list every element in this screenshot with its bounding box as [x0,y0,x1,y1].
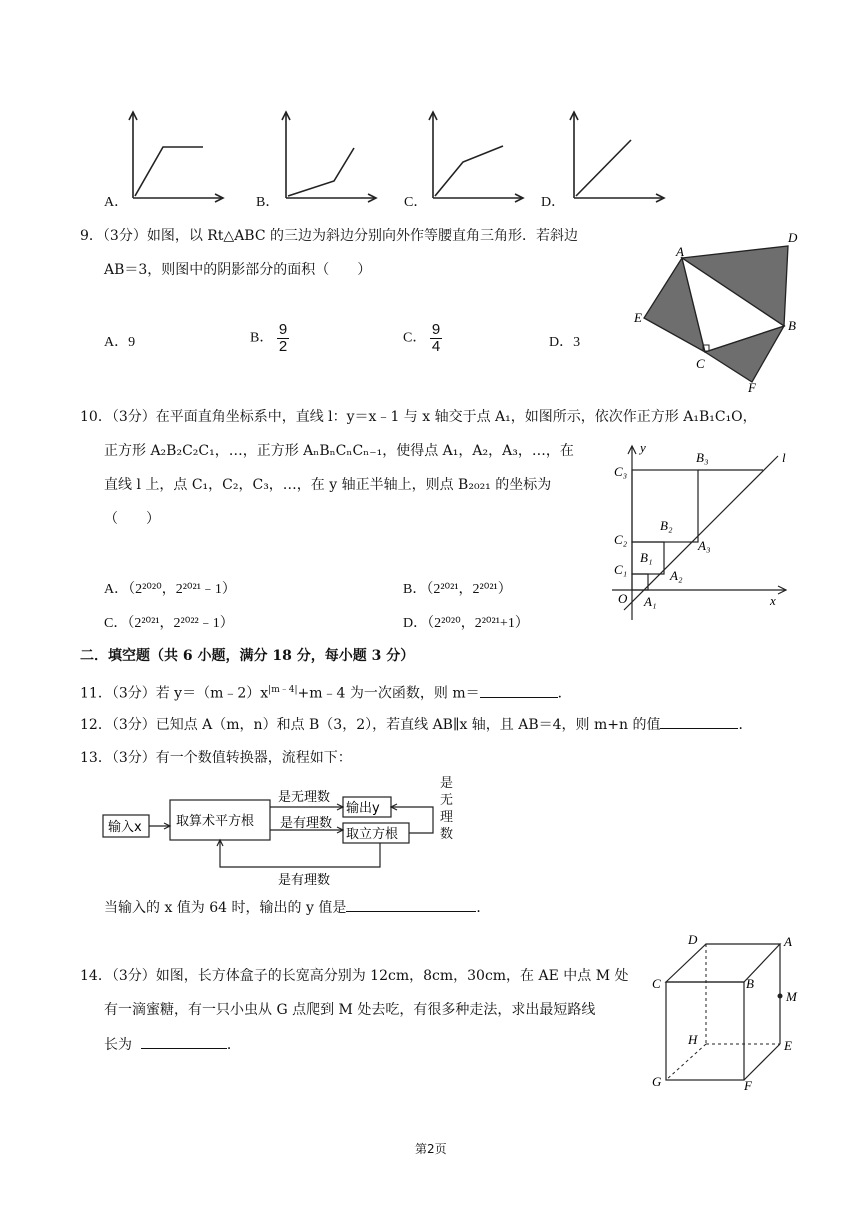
q14-answer-blank[interactable] [141,1034,227,1049]
q9-option-c-fraction [430,322,442,355]
q13-flow-vertical-label: 是无理数 [440,776,454,842]
q13-stem: 13．（3分）有一个数值转换器，流程如下： [80,750,352,766]
q13-flow-output: 输出y [346,801,380,816]
q14-label-e: E [784,1038,792,1053]
q13-flowchart [100,775,480,895]
q10-stem-line3: 直线 l 上，点 C₁，C₂，C₃，…，在 y 轴正半轴上，则点 B₂₀₂₁ 的坐标为 [104,477,552,493]
q9-stem-line1: 9．（3分）如图，以 Rt△ABC 的三边为斜边分别向外作等腰直角三角形．若斜边 [80,228,579,244]
q11-answer-blank[interactable] [480,683,558,698]
q9-label-e: E [634,310,642,325]
q9-label-b: B [788,318,796,333]
q14-label-h: H [688,1032,698,1047]
q12-text-end: ． [738,717,753,733]
q10-label-a3: A₃ [698,538,711,553]
q13-flow-sqrt: 取算术平方根 [176,814,255,829]
q10-stem-line2: 正方形 A₂B₂C₂C₁，…，正方形 AₙBₙCₙCₙ₋₁，使得点 A₁，A₂，A₃，…，在 [104,443,574,459]
q9-option-b-fraction [277,322,289,355]
q14-label-d: D [688,932,698,947]
q8-graph-c [415,100,535,210]
q11-exponent: |m﹣4| [268,685,298,695]
q9-option-b-num: 9 [278,321,288,338]
q13-flow-rational1: 是有理数 [280,816,333,831]
q9-label-a: A [676,244,684,259]
q14-stem-line1: 14．（3分）如图，长方体盒子的长宽高分别为 12cm，8cm，30cm，在 AE 中点 M 处 [80,968,629,984]
q10-label-c3: C₃ [614,464,628,479]
q11-text-end: ． [557,685,572,702]
q8-option-d: D． [541,195,566,210]
q11-stem [80,680,572,704]
q10-label-y: y [640,440,646,455]
q14-label-g: G [652,1074,662,1089]
q13-question [104,897,490,918]
q10-label-l: l [782,450,786,465]
q8-option-b: B． [256,195,280,210]
q9-label-d: D [788,230,798,245]
q9-option-b-den: 2 [278,338,288,355]
q10-option-b: B．（2²⁰²¹，2²⁰²¹） [403,582,512,597]
q10-label-b3: B₃ [696,450,709,465]
q9-option-a: A．9 [104,335,136,350]
q8-option-a: A． [104,195,129,210]
q14-label-c: C [652,976,661,991]
q9-option-b [250,322,289,355]
page-number: 第2页 [415,1142,447,1156]
q13-question-end: ． [476,900,491,916]
q8-option-c: C． [404,195,428,210]
q9-label-c: C [696,356,705,371]
q9-option-d: D．3 [549,335,581,350]
q12-answer-blank[interactable] [660,714,738,729]
q9-figure [630,228,830,398]
q10-option-d: D．（2²⁰²⁰，2²⁰²¹+1） [403,616,529,631]
q14-label-m: M [786,989,797,1004]
q14-text-end: ． [226,1037,241,1053]
q13-flow-rational2: 是有理数 [278,873,331,888]
section-heading: 二．填空题（共 6 小题，满分 18 分，每小题 3 分） [80,648,415,664]
q8-graph-a [115,100,235,210]
q14-label-a: A [784,934,792,949]
q10-stem-line4: （ ） [104,511,160,527]
q11-text-post: +m﹣4 为一次函数，则 m＝ [297,685,480,702]
q9-option-b-label: B． [250,330,274,346]
q14-label-b: B [746,976,754,991]
q9-option-c [403,322,442,355]
q10-label-x: x [770,593,776,608]
q8-graph-d [556,100,676,210]
q12-stem [80,714,752,735]
q10-label-b1: B₁ [640,550,653,565]
q9-option-c-label: C． [403,330,427,346]
q12-text: 12．（3分）已知点 A（m，n）和点 B（3，2），若直线 AB∥x 轴，且 AB＝4，则 m+n 的值 [80,717,661,733]
q10-label-c1: C₁ [614,562,628,577]
q10-label-b2: B₂ [660,518,673,533]
q13-flow-irrational: 是无理数 [278,790,331,805]
q10-label-o: O [618,591,628,606]
q14-stem-line2: 有一滴蜜糖，有一只小虫从 G 点爬到 M 处去吃，有很多种走法，求出最短路线 [104,1002,596,1018]
q10-label-a2: A₂ [670,568,683,583]
q14-stem-line3 [104,1034,241,1055]
q10-label-a1: A₁ [644,594,657,609]
q10-option-a: A．（2²⁰²⁰，2²⁰²¹﹣1） [104,582,236,597]
q13-flow-cbrt: 取立方根 [346,827,399,842]
q14-text-line3: 长为 [104,1037,132,1053]
q9-label-f: F [748,380,756,395]
q10-stem-line1: 10．（3分）在平面直角坐标系中，直线 l：y＝x﹣1 与 x 轴交于点 A₁，如图所示，依次作正方形 A₁B₁C₁O， [80,409,757,425]
q9-option-c-den: 4 [431,338,441,355]
q8-graph-b [268,100,388,210]
q10-label-c2: C₂ [614,532,628,547]
q9-option-c-num: 9 [431,321,441,338]
q10-option-c: C．（2²⁰²¹，2²⁰²²﹣1） [104,616,234,631]
q10-figure [608,440,798,620]
q14-box-figure [650,930,820,1093]
q13-answer-blank[interactable] [346,897,476,912]
q13-flow-input: 输入x [108,820,142,835]
q11-text-pre: 11．（3分）若 y＝（m﹣2）x [80,685,269,702]
q14-label-f: F [744,1078,752,1093]
q13-question-text: 当输入的 x 值为 64 时，输出的 y 值是 [104,900,347,916]
q9-stem-line2: AB＝3，则图中的阴影部分的面积（ ） [104,262,372,278]
